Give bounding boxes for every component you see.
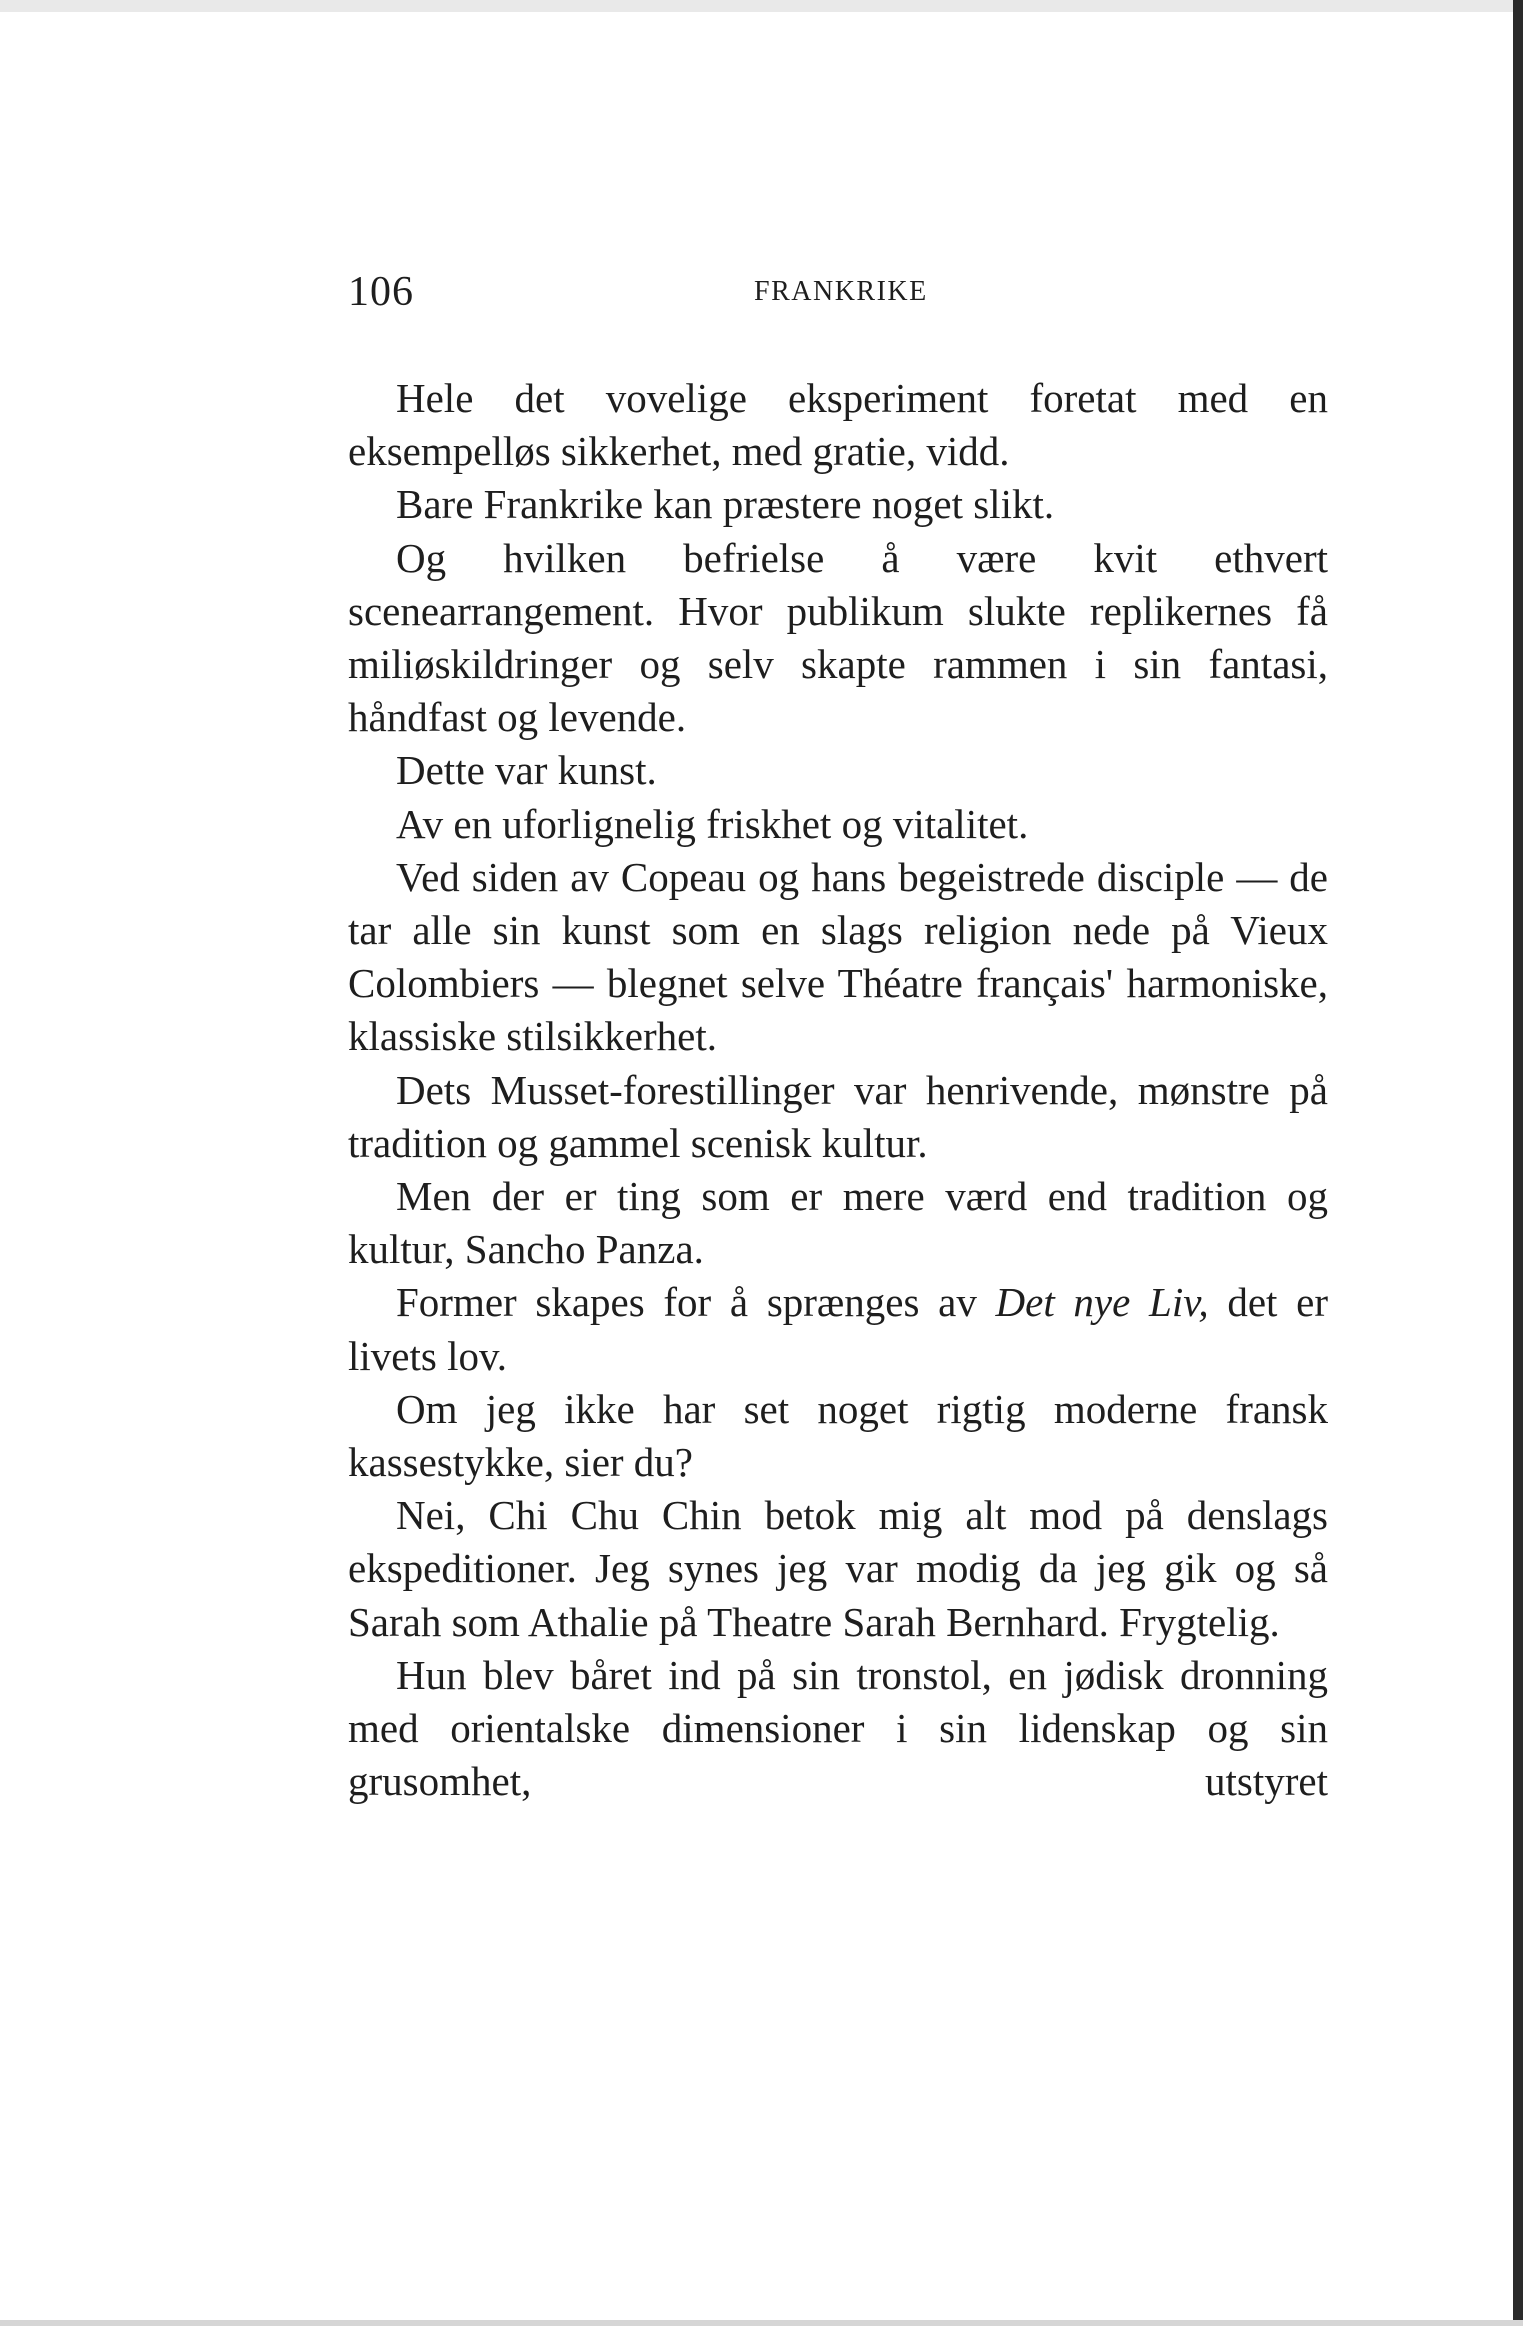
paragraph-7: Dets Musset-forestillinger var henrivende, mønstre på tradition og gammel scenisk kultur. [348,1066,1328,1166]
page-edge-bottom [0,2320,1523,2326]
paragraph-9-text-start: Former skapes for å sprænges av [396,1279,996,1326]
page-number: 106 [348,269,414,315]
paragraph-9 [348,1276,1328,1382]
paragraph-2: Bare Frankrike kan præstere noget slikt. [396,481,1055,528]
paragraph-4: Dette var kunst. [396,747,657,794]
body-text [348,372,1328,1808]
paragraph-9-italic-title: Det nye Liv, [995,1279,1209,1326]
paragraph-5: Av en uforlignelig friskhet og vitalitet. [396,800,1029,847]
page-edge-right [1513,0,1523,2326]
running-title: FRANKRIKE [754,276,928,307]
paragraph-1: Hele det vovelige eksperiment foretat med en eksempelløs sikkerhet, med gratie, vidd. [348,375,1328,475]
paragraph-8: Men der er ting som er mere værd end tradition og kultur, Sancho Panza. [348,1173,1328,1273]
paragraph-12: Hun blev båret ind på sin tronstol, en jødisk dronning med orientalske dimensioner i sin lidenskap og sin grusomhet, utstyret [348,1651,1328,1805]
page-edge-top [0,0,1523,12]
paragraph-3: Og hvilken befrielse å være kvit ethvert scenearrangement. Hvor publikum slukte replikernes få miliøskildringer og selv skapte rammen i sin fantasi, håndfast og levende. [348,534,1328,741]
paragraph-9-text-end: det er livets lov. [348,1279,1328,1379]
paragraph-6: Ved siden av Copeau og hans begeistrede disciple — de tar alle sin kunst som en slags religion nede på Vieux Colombiers — blegnet selve Théatre français' harmoniske, klassiske stilsikkerhet. [348,853,1328,1060]
paragraph-10: Om jeg ikke har set noget rigtig moderne fransk kassestykke, sier du? [348,1385,1328,1486]
running-head [348,268,1328,328]
paragraph-11: Nei, Chi Chu Chin betok mig alt mod på denslags ekspeditioner. Jeg synes jeg var modig da jeg gik og så Sarah som Athalie på Theatre Sarah Bernhard. Frygtelig. [348,1492,1328,1645]
